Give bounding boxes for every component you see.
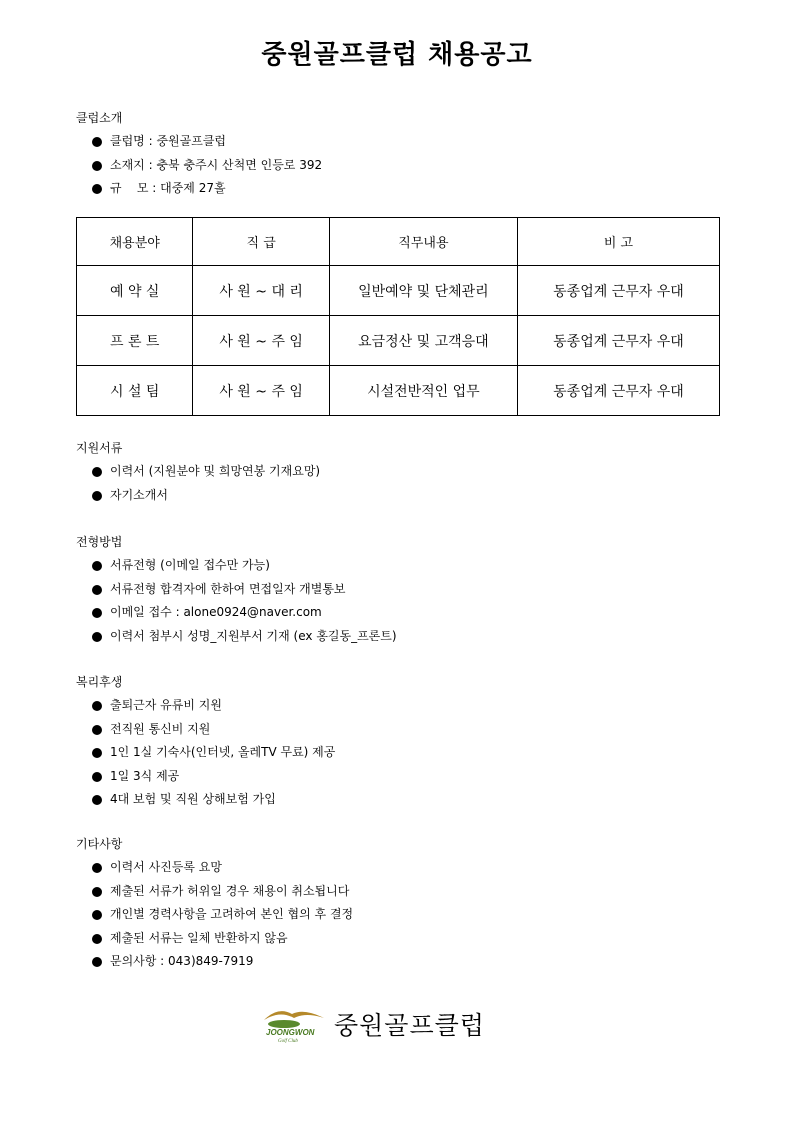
list-item: 전직원 통신비 지원 [90,718,335,742]
list-item: 이메일 접수 : alone0924@naver.com [90,601,397,625]
bullet-icon [92,632,102,642]
documents-list [76,460,320,507]
list-item: 4대 보험 및 직원 상해보험 가입 [90,788,335,812]
bullet-icon [92,748,102,758]
footer-club-name: 중원골프클럽 [334,1011,485,1040]
bullet-icon [92,585,102,595]
bullet-icon [92,161,102,171]
bullet-icon [92,725,102,735]
list-item: 이력서 첨부시 성명_지원부서 기재 (ex 홍길동_프론트) [90,625,397,649]
jobs-table [76,217,720,416]
list-item: 제출된 서류가 허위일 경우 채용이 취소됩니다 [90,880,353,904]
table-cell: 동종업계 근무자 우대 [517,316,719,366]
bullet-icon [92,934,102,944]
bullet-icon [92,701,102,711]
list-item: 1일 3식 제공 [90,765,335,789]
list-item: 1인 1실 기숙사(인터넷, 올레TV 무료) 제공 [90,741,335,765]
process-section [76,531,397,648]
benefits-section [76,671,335,812]
list-item: 규 모 : 대중제 27홀 [90,177,322,201]
bullet-icon [92,137,102,147]
club-intro-section [76,107,322,201]
club-intro-heading: 클럽소개 [76,111,123,125]
benefits-list [76,694,335,812]
list-item: 이력서 (지원분야 및 희망연봉 기재요망) [90,460,320,484]
bullet-icon [92,184,102,194]
table-header: 직무내용 [329,218,517,266]
table-row [77,266,720,316]
bullet-icon [92,491,102,501]
footer-logo [262,1004,512,1044]
page-title: 중원골프클럽 채용공고 [261,40,533,70]
table-cell: 동종업계 근무자 우대 [517,266,719,316]
table-header: 직 급 [193,218,329,266]
table-header-row [77,218,720,266]
bullet-icon [92,910,102,920]
table-cell: 프 론 트 [77,316,193,366]
list-item: 서류전형 합격자에 한하여 면접일자 개별통보 [90,578,397,602]
list-item: 소재지 : 충북 충주시 산척면 인등로 392 [90,154,322,178]
list-item: 이력서 사진등록 요망 [90,856,353,880]
benefits-heading: 복리후생 [76,675,123,689]
table-cell: 동종업계 근무자 우대 [517,366,719,416]
bullet-icon [92,608,102,618]
table-cell: 사 원 ~ 주 임 [193,366,329,416]
table-cell: 사 원 ~ 주 임 [193,316,329,366]
list-item: 출퇴근자 유류비 지원 [90,694,335,718]
bullet-icon [92,561,102,571]
table-header: 비 고 [517,218,719,266]
list-item: 제출된 서류는 일체 반환하지 않음 [90,927,353,951]
table-cell: 요금정산 및 고객응대 [329,316,517,366]
table-row [77,366,720,416]
bullet-icon [92,863,102,873]
logo-subtext: Golf Club [278,1039,298,1044]
golf-club-logo-icon [262,1004,326,1044]
etc-heading: 기타사항 [76,837,123,851]
bullet-icon [92,957,102,967]
bullet-icon [92,887,102,897]
club-intro-list [76,130,322,201]
table-row [77,316,720,366]
list-item: 자기소개서 [90,484,320,508]
bullet-icon [92,772,102,782]
etc-list [76,856,353,974]
bullet-icon [92,467,102,477]
logo-text: JOONGWON [266,1028,315,1037]
list-item: 개인별 경력사항을 고려하여 본인 협의 후 결정 [90,903,353,927]
table-cell: 시 설 팀 [77,366,193,416]
documents-section [76,437,320,507]
bullet-icon [92,795,102,805]
table-cell: 예 약 실 [77,266,193,316]
table-cell: 시설전반적인 업무 [329,366,517,416]
table-header: 채용분야 [77,218,193,266]
list-item: 서류전형 (이메일 접수만 가능) [90,554,397,578]
table-cell: 사 원 ~ 대 리 [193,266,329,316]
etc-section [76,833,353,974]
list-item: 클럽명 : 중원골프클럽 [90,130,322,154]
process-heading: 전형방법 [76,535,123,549]
documents-heading: 지원서류 [76,441,123,455]
process-list [76,554,397,648]
table-cell: 일반예약 및 단체관리 [329,266,517,316]
list-item: 문의사항 : 043)849-7919 [90,950,353,974]
